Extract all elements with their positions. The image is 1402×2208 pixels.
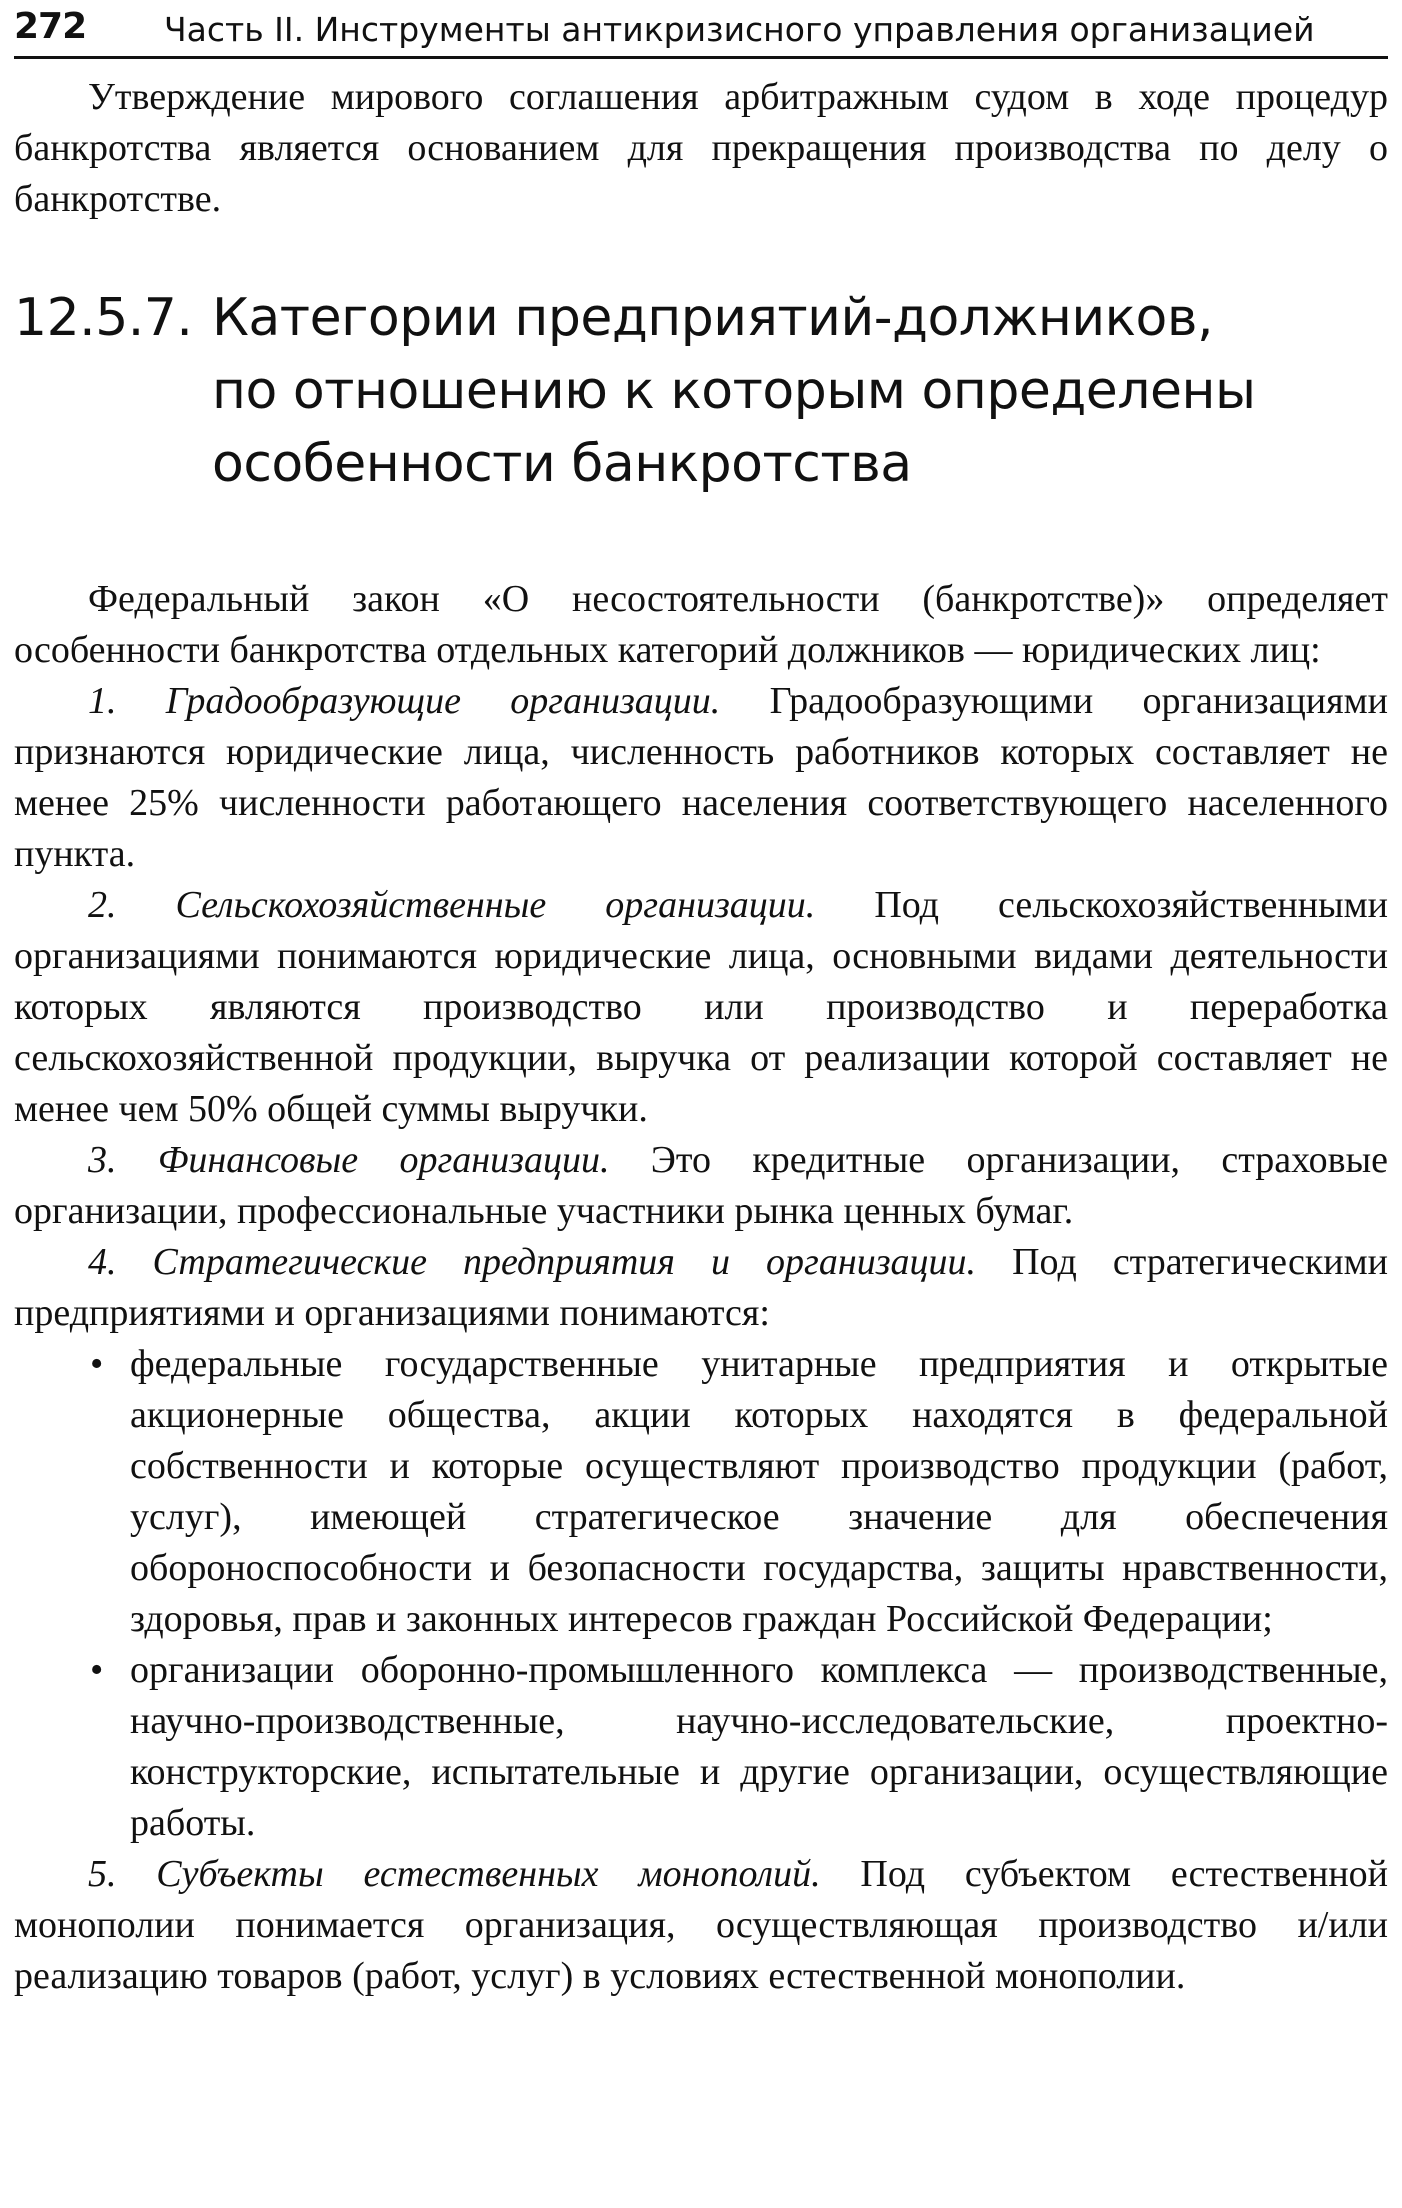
page-number: 272 bbox=[14, 6, 87, 47]
body-text bbox=[14, 574, 1388, 2002]
section-title-line-1: Категории предприятий-должников, bbox=[212, 288, 1214, 348]
section-title-line-3: особенности банкротства bbox=[212, 434, 912, 494]
running-header-title: Часть II. Инструменты антикризисного управления организацией bbox=[164, 10, 1315, 49]
item-5 bbox=[14, 1849, 1388, 2002]
section-heading-line-1 bbox=[14, 282, 1388, 355]
item-4-text: Под стратегическими предприятиями и организациями понимаются: bbox=[14, 1241, 1388, 1334]
section-title-line-2: по отношению к которым определены bbox=[212, 361, 1256, 421]
item-1-title: 1. Градообразующие организации. bbox=[88, 680, 721, 722]
item-4-title: 4. Стратегические предприятия и организации. bbox=[88, 1241, 977, 1283]
law-paragraph: Федеральный закон «О несостоятельности (банкротстве)» определяет особенности банкротства отдельных категорий должников — юридических лиц: bbox=[14, 578, 1388, 671]
running-header bbox=[14, 4, 1388, 59]
section-heading bbox=[14, 282, 1388, 501]
item-2-title: 2. Сельскохозяйственные организации. bbox=[88, 884, 816, 926]
bullet-icon: • bbox=[90, 1343, 104, 1385]
bullet-text: организации оборонно-промышленного комплекса — производственные, научно-производственные, научно-исследовательские, проектно-конструкторские, испытательные и другие организации, осуществляющие работы. bbox=[130, 1649, 1388, 1844]
strategic-bullets bbox=[14, 1339, 1388, 1849]
item-3-title: 3. Финансовые организации. bbox=[88, 1139, 610, 1181]
section-number: 12.5.7. bbox=[14, 288, 193, 348]
item-1-text: Градообразующими организациями признаются юридические лица, численность работников которых составляет не менее 25% численности работающего населения соответствующего населенного пункта. bbox=[14, 680, 1389, 875]
item-3-text: Это кредитные организации, страховые организации, профессиональные участники рынка ценных бумаг. bbox=[14, 1139, 1389, 1232]
item-5-text: Под субъектом естественной монополии понимается организация, осуществляющая производство и/или реализацию товаров (работ, услуг) в условиях естественной монополии. bbox=[14, 1853, 1388, 1997]
item-3 bbox=[14, 1135, 1388, 1237]
list-item bbox=[14, 1339, 1388, 1645]
intro-block bbox=[14, 72, 1388, 225]
bullet-icon: • bbox=[90, 1649, 104, 1691]
intro-paragraph: Утверждение мирового соглашения арбитражным судом в ходе процедур банкротства является основанием для прекращения производства по делу о банкротстве. bbox=[14, 76, 1388, 220]
item-5-title: 5. Субъекты естественных монополий. bbox=[88, 1853, 821, 1895]
bullet-text: федеральные государственные унитарные предприятия и открытые акционерные общества, акции которых находятся в федеральной собственности и которые осуществляют производство продукции (работ, услуг), имеющей стратегическое значение для обеспечения обороноспособности и безопасности государства, защиты нравственности, здоровья, прав и законных интересов граждан Российской Федерации; bbox=[130, 1343, 1388, 1640]
item-4 bbox=[14, 1237, 1388, 1339]
list-item bbox=[14, 1645, 1388, 1849]
item-1 bbox=[14, 676, 1388, 880]
item-2 bbox=[14, 880, 1388, 1135]
item-2-text: Под сельскохозяйственными организациями понимаются юридические лица, основными видами деятельности которых являются производство или производство и переработка сельскохозяйственной продукции, выручка от реализации которой составляет не менее чем 50% общей суммы выручки. bbox=[14, 884, 1388, 1130]
book-page bbox=[14, 0, 1388, 2208]
